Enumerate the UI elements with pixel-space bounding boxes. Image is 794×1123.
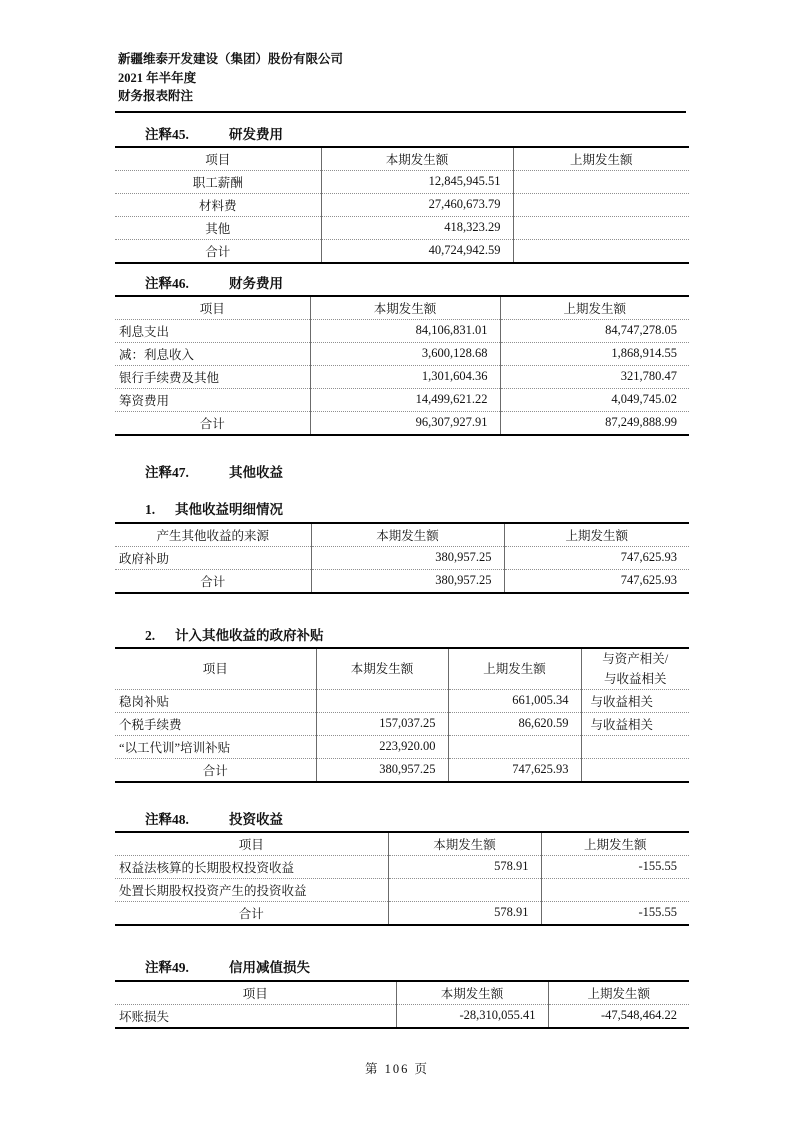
- page-number: 第 106 页: [364, 1061, 429, 1076]
- table-header-row: [115, 296, 689, 320]
- note-number: 注释45.: [145, 126, 189, 142]
- column-header-line: 与资产相关/: [602, 651, 669, 666]
- column-header: 上期发生额: [500, 296, 689, 320]
- amount-cell: 84,747,278.05: [500, 319, 689, 342]
- amount-cell: 380,957.25: [311, 569, 504, 593]
- related-type-cell: [581, 758, 689, 782]
- column-header: 本期发生额: [311, 523, 504, 547]
- amount-cell: 157,037.25: [316, 712, 448, 735]
- amount-cell: 87,249,888.99: [500, 411, 689, 435]
- table-row: [115, 546, 689, 569]
- row-label: 合计: [205, 244, 231, 259]
- amount-cell: 380,957.25: [316, 758, 448, 782]
- table-row: [115, 1004, 689, 1028]
- table-row: [115, 388, 689, 411]
- column-header: 本期发生额: [396, 981, 548, 1005]
- note-name: 投资收益: [229, 811, 283, 827]
- row-label: 利息支出: [115, 319, 310, 342]
- total-row: [115, 569, 689, 593]
- table-header-row: [115, 832, 689, 856]
- table-row: [115, 216, 689, 239]
- amount-cell: [316, 689, 448, 712]
- column-header: 本期发生额: [310, 296, 500, 320]
- row-label: 减：利息收入: [115, 342, 310, 365]
- section-title-note46: [145, 272, 794, 292]
- table-header-row: [115, 147, 689, 171]
- amount-cell: 661,005.34: [448, 689, 581, 712]
- financial-expenses-table: [115, 295, 689, 436]
- amount-cell: 96,307,927.91: [310, 411, 500, 435]
- row-label: 稳岗补贴: [115, 689, 316, 712]
- subsection-title-gov-subsidies: [145, 624, 794, 644]
- amount-cell: 1,301,604.36: [310, 365, 500, 388]
- column-header-line: 与收益相关: [603, 671, 667, 686]
- table-row: [115, 365, 689, 388]
- total-row: [115, 239, 689, 263]
- amount-cell: [513, 193, 689, 216]
- amount-cell: -28,310,055.41: [396, 1004, 548, 1028]
- amount-cell: [513, 239, 689, 263]
- amount-cell: 12,845,945.51: [321, 170, 513, 193]
- company-name: 新疆维泰开发建设（集团）股份有限公司: [118, 52, 344, 66]
- row-label: 筹资费用: [115, 388, 310, 411]
- rnd-expenses-table: [115, 146, 689, 264]
- total-row: [115, 901, 689, 925]
- amount-cell: -155.55: [541, 901, 689, 925]
- column-header: 本期发生额: [321, 147, 513, 171]
- amount-cell: 1,868,914.55: [500, 342, 689, 365]
- amount-cell: 14,499,621.22: [310, 388, 500, 411]
- amount-cell: [513, 216, 689, 239]
- column-header: 上期发生额: [541, 832, 689, 856]
- amount-cell: 86,620.59: [448, 712, 581, 735]
- document-header: [118, 50, 794, 106]
- table-row: [115, 735, 689, 758]
- table-header-row: [115, 648, 689, 690]
- row-label: 职工薪酬: [115, 170, 321, 193]
- note-number: 注释48.: [145, 811, 189, 827]
- column-header: 上期发生额: [513, 147, 689, 171]
- column-header: 上期发生额: [504, 523, 689, 547]
- amount-cell: 27,460,673.79: [321, 193, 513, 216]
- subsection-number: 2.: [145, 627, 156, 643]
- amount-cell: [388, 878, 541, 901]
- report-period: 2021 年半年度: [118, 70, 197, 85]
- section-title-note48: [145, 808, 794, 828]
- amount-cell: 4,049,745.02: [500, 388, 689, 411]
- row-label: 合计: [238, 906, 264, 921]
- total-row: [115, 758, 689, 782]
- amount-cell: 223,920.00: [316, 735, 448, 758]
- total-row: [115, 411, 689, 435]
- note-name: 研发费用: [229, 126, 283, 142]
- note-name: 其他收益: [229, 464, 283, 480]
- amount-cell: 747,625.93: [504, 569, 689, 593]
- section-title-note45: [145, 123, 794, 143]
- amount-cell: 84,106,831.01: [310, 319, 500, 342]
- row-label: 个税手续费: [115, 712, 316, 735]
- amount-cell: 40,724,942.59: [321, 239, 513, 263]
- table-row: [115, 342, 689, 365]
- amount-cell: 578.91: [388, 901, 541, 925]
- column-header: 上期发生额: [548, 981, 689, 1005]
- amount-cell: 380,957.25: [311, 546, 504, 569]
- amount-cell: 747,625.93: [448, 758, 581, 782]
- amount-cell: [448, 735, 581, 758]
- gov-subsidies-table: [115, 647, 689, 783]
- column-header: 本期发生额: [388, 832, 541, 856]
- investment-income-table: [115, 831, 689, 926]
- row-label: 材料费: [115, 193, 321, 216]
- note-number: 注释46.: [145, 275, 189, 291]
- row-label: 合计: [200, 574, 226, 589]
- other-income-detail-table: [115, 522, 689, 594]
- amount-cell: 578.91: [388, 855, 541, 878]
- related-type-cell: 与收益相关: [581, 689, 689, 712]
- amount-cell: [513, 170, 689, 193]
- table-row: [115, 193, 689, 216]
- row-label: 其他: [115, 216, 321, 239]
- related-type-cell: [581, 735, 689, 758]
- amount-cell: 418,323.29: [321, 216, 513, 239]
- row-label: 权益法核算的长期股权投资收益: [115, 855, 388, 878]
- table-row: [115, 689, 689, 712]
- subsection-name: 计入其他收益的政府补贴: [175, 627, 324, 643]
- amount-cell: -47,548,464.22: [548, 1004, 689, 1028]
- table-row: [115, 878, 689, 901]
- table-row: [115, 170, 689, 193]
- subsection-number: 1.: [145, 501, 156, 517]
- row-label: 合计: [202, 763, 228, 778]
- related-type-cell: 与收益相关: [581, 712, 689, 735]
- amount-cell: 3,600,128.68: [310, 342, 500, 365]
- table-row: [115, 855, 689, 878]
- column-header: 本期发生额: [316, 648, 448, 690]
- table-row: [115, 712, 689, 735]
- amount-cell: [541, 878, 689, 901]
- row-label: 坏账损失: [119, 1009, 170, 1024]
- column-header: 上期发生额: [448, 648, 581, 690]
- row-label: “以工代训”培训补贴: [115, 735, 316, 758]
- column-header-related: [581, 648, 689, 690]
- subsection-title-other-income-detail: [145, 498, 794, 518]
- column-header: 产生其他收益的来源: [115, 523, 311, 547]
- amount-cell: 321,780.47: [500, 365, 689, 388]
- credit-impairment-table: [115, 980, 689, 1029]
- column-header: 项目: [115, 147, 321, 171]
- subsection-name: 其他收益明细情况: [175, 501, 283, 517]
- report-title: 财务报表附注: [118, 89, 194, 103]
- note-number: 注释47.: [145, 464, 189, 480]
- table-header-row: [115, 523, 689, 547]
- column-header: 项目: [115, 296, 310, 320]
- table-header-row: [115, 981, 689, 1005]
- section-title-note47: [145, 461, 794, 481]
- table-row: [115, 319, 689, 342]
- column-header: 项目: [115, 648, 316, 690]
- section-title-note49: [145, 956, 794, 976]
- note-name: 财务费用: [229, 275, 283, 291]
- column-header: 项目: [115, 832, 388, 856]
- amount-cell: -155.55: [541, 855, 689, 878]
- row-label: 政府补助: [115, 546, 311, 569]
- row-label: 处置长期股权投资产生的投资收益: [115, 878, 388, 901]
- note-name: 信用减值损失: [229, 959, 310, 975]
- column-header: 项目: [115, 981, 396, 1005]
- amount-cell: 747,625.93: [504, 546, 689, 569]
- row-label: 银行手续费及其他: [115, 365, 310, 388]
- header-divider: [115, 111, 686, 113]
- note-number: 注释49.: [145, 959, 189, 975]
- row-label: 合计: [199, 416, 225, 431]
